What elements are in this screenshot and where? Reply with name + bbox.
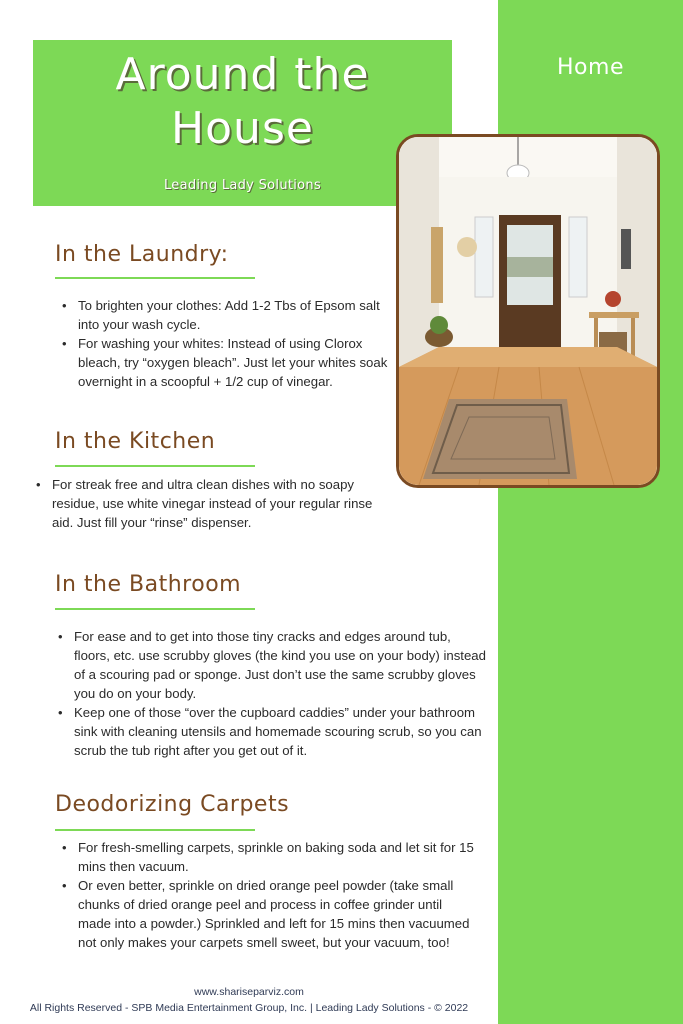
title-banner	[33, 40, 452, 206]
laundry-heading: In the Laundry:	[55, 242, 229, 267]
list-item: • Or even better, sprinkle on dried orange peel powder (take small chunks of dried orange peel and process in coffee grinder until made into a powder.) Sprinkled and left for 15 mins then vacuumed not only makes your carpets smell sweet, but your vacuum, too!	[62, 876, 477, 952]
bathroom-list	[58, 627, 488, 760]
carpets-underline	[55, 829, 255, 831]
list-item: • For streak free and ultra clean dishes with no soapy residue, use white vinegar instead of your regular rinse aid. Just fill your “rinse” dispenser.	[36, 475, 386, 532]
page-subtitle: Leading Lady Solutions	[163, 178, 322, 193]
laundry-list	[62, 296, 392, 391]
page-title	[33, 48, 452, 156]
list-item: • Keep one of those “over the cupboard caddies” under your bathroom sink with cleaning utensils and homemade scouring scrub, so you can scrub the tub right after you get out of it.	[58, 703, 488, 760]
page-title-line1: Around the	[115, 49, 370, 100]
hallway-illustration	[399, 137, 657, 485]
list-item: • For fresh-smelling carpets, sprinkle on baking soda and let sit for 15 mins then vacuum.	[62, 838, 477, 876]
hallway-photo	[396, 134, 660, 488]
footer-copyright: All Rights Reserved - SPB Media Entertainment Group, Inc. | Leading Lady Solutions - © 2022	[29, 1002, 469, 1014]
kitchen-heading: In the Kitchen	[55, 429, 216, 454]
list-item: • For ease and to get into those tiny cracks and edges around tub, floors, etc. use scrubby gloves (the kind you use on your body) instead of a scouring pad or sponge. Just don’t use the same scrubby gloves you do on your body.	[58, 627, 488, 703]
footer-website-link[interactable]: www.shariseparviz.com	[194, 986, 304, 998]
page-title-line2: House	[171, 103, 314, 154]
carpets-list	[62, 838, 477, 952]
bathroom-heading: In the Bathroom	[55, 572, 242, 597]
list-item: • For washing your whites: Instead of using Clorox bleach, try “oxygen bleach”. Just let your whites soak overnight in a scoopful + 1/2 cup of vinegar.	[62, 334, 392, 391]
kitchen-list	[36, 475, 386, 532]
bathroom-underline	[55, 608, 255, 610]
kitchen-underline	[55, 465, 255, 467]
carpets-heading: Deodorizing Carpets	[55, 792, 290, 817]
laundry-underline	[55, 277, 255, 279]
list-item: • To brighten your clothes: Add 1-2 Tbs of Epsom salt into your wash cycle.	[62, 296, 392, 334]
category-label: Home	[557, 55, 624, 80]
